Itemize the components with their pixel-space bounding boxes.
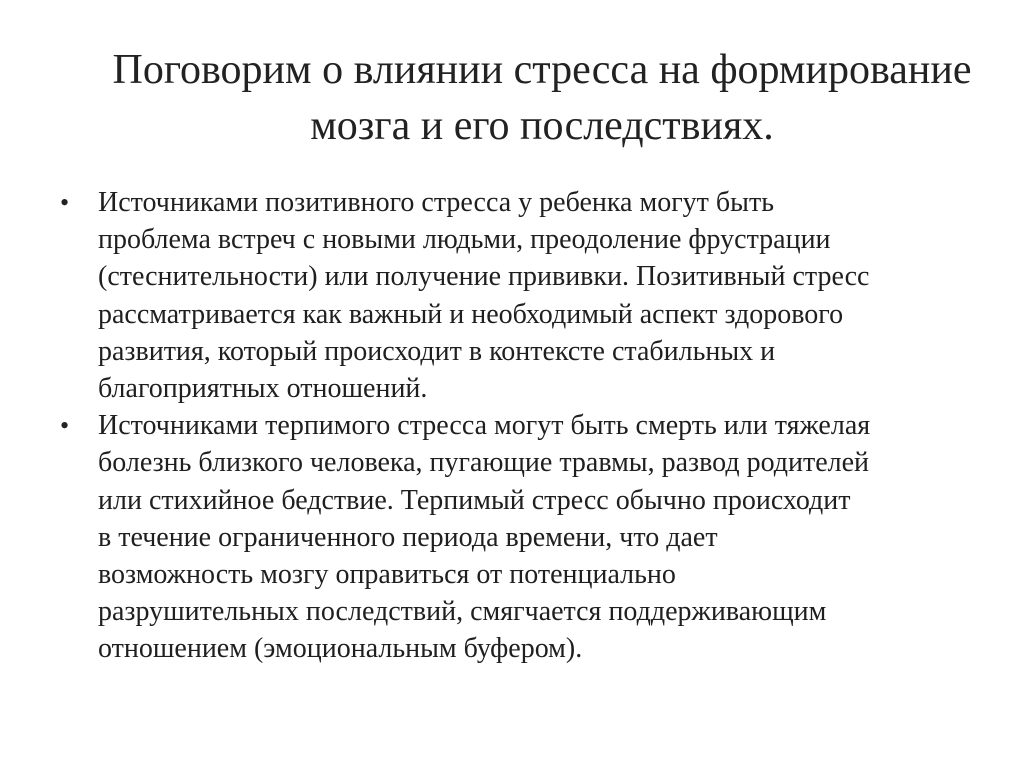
bullet-line: отношением (эмоциональным буфером).	[98, 633, 583, 665]
bullet-line: (стеснительности) или получение прививки. Позитивный стресс	[98, 261, 870, 293]
bullet-line: разрушительных последствий, смягчается поддерживающим	[98, 596, 827, 628]
bullet-line: Источниками позитивного стресса у ребенка могут быть	[98, 187, 774, 218]
bullet-item-tolerable-stress	[60, 407, 980, 667]
bullet-dot-icon: •	[60, 188, 70, 217]
slide-title-line-1: Поговорим о влиянии стресса на формирование	[112, 47, 972, 93]
slide-title	[40, 42, 1024, 154]
bullet-item-positive-stress	[60, 184, 980, 407]
bullet-line: в течение ограниченного периода времени, что дает	[98, 521, 718, 553]
bullet-line: рассматривается как важный и необходимый аспект здорового	[98, 298, 844, 330]
bullet-dot-icon: •	[60, 411, 70, 441]
bullet-line: благоприятных отношений.	[98, 373, 428, 405]
bullet-text	[98, 184, 980, 407]
slide-title-line-2: мозга и его последствиях.	[310, 103, 774, 149]
bullet-line: или стихийное бедствие. Терпимый стресс обычно происходит	[98, 484, 851, 516]
bullet-line: развития, который происходит в контексте стабильных и	[98, 335, 776, 367]
bullet-line: проблема встреч с новыми людьми, преодоление фрустрации	[98, 224, 831, 256]
bullet-line: болезнь близкого человека, пугающие травмы, развод родителей	[98, 447, 870, 479]
bullet-list	[60, 184, 980, 668]
bullet-line: возможность мозгу оправиться от потенциально	[98, 559, 676, 591]
bullet-line: Источниками терпимого стресса могут быть смерть или тяжелая	[98, 410, 871, 442]
bullet-text	[98, 407, 980, 667]
